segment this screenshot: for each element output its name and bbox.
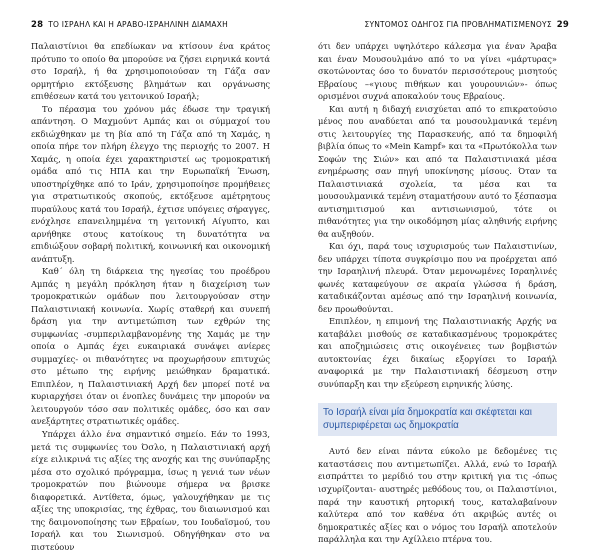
page-number: 29 xyxy=(556,20,569,30)
paragraph: Το πέρασμα του χρόνου μάς έδωσε την τραγική απάντηση. Ο Μαχμούντ Αμπάς και οι σύμμαχοί του εκδιώχθηκαν με τη βία από τη Γάζα από τη Χαμάς, η οποία πήρε τον πλήρη έλεγχο της περιοχής το 2007. Η Χαμάς, η οποία έχει χαρακτηριστεί ως τρομοκρατική ομάδα από τις ΗΠΑ και την Ευρωπαϊκή Ένωση, υποστηρίχθηκε από το Ιράν, χρησιμοποίησε προμήθειες για στρατιωτικούς σκοπούς, εκτόξευσε αμέτρητους πυραύλους κατά του Ισραήλ, έχτισε υπόγειες σήραγγες, ενόχλησε επανειλημμένα τη γειτονική Αίγυπτο, και αρνήθηκε στους κατοίκους τη δυνατότητα να επιδιώξουν σοβαρή πολιτική, κοινωνική και οικονομική ανάπτυξη. xyxy=(31,103,270,264)
paragraph: Υπάρχει άλλο ένα σημαντικό σημείο. Εάν το 1993, μετά τις συμφωνίες του Όσλο, η Παλαιστινιακή αρχή είχε ειλικρινά τις αξίες της ανοχής και της συνύπαρξης μέσα στο σχολικό πρόγραμμα, ίσως η γενιά των νέων τρομοκρατών που βιώνουμε σήμερα να βρισκε διαφορετικά. Αντίθετα, όμως, γαλουχήθηκαν με τις αξίες της υποκρισίας, της έχθρας, του διαιωνισμού και της δαιμονοποίησης των Εβραίων, του Ιουδαϊσμού, του Ισραήλ και του Σιωνισμού. Οδηγήθηκαν στο να πιστεύουν xyxy=(31,428,270,552)
paragraph: ότι δεν υπάρχει υψηλότερο κάλεσμα για έναν Άραβα και έναν Μουσουλμάνο από το να γίνει «μάρτυρας» σκοτώνοντας όσο το δυνατόν περισσότερους μισητούς Εβραίους –«γιους πιθήκων και γουρουνιών»- όπως ορισμένοι συχνά αποκαλούν τους Εβραίους. xyxy=(318,41,557,102)
paragraph: Και αυτή η διδαχή ενισχύεται από το επικρατούσιο μένος που αναδύεται από τα μουσουλμανικά τεμένη στις λειτουργίες της Παρασκευής, από τα δημοφιλή βιβλία όπως το «Mein Kampf» και τα «Πρωτόκολλα των Σοφών της Σιών» και από τα Παλαιστινιακά μέσα ενημέρωσης σαν πηγή υποκίνησης μίσους. Όταν τα Παλαιστινιακά σχολεία, τα μέσα και τα μουσουλμανικά τεμένη σταματήσουν αυτό το ξέσπασμα αντισημιτισμού και αντισιωνισμού, τότε οι πιθανότητες για την οικοδόμηση μίας αληθινής ειρήνης θα αυξηθούν. xyxy=(318,103,557,239)
right-page-body xyxy=(318,40,557,546)
running-title: ΤΟ ΙΣΡΑΗΛ ΚΑΙ Η ΑΡΑΒΟ-ΙΣΡΑΗΛΙΝΗ ΔΙΑΜΑΧΗ xyxy=(48,20,228,29)
left-page xyxy=(0,0,300,552)
paragraph: Και όχι, παρά τους ισχυρισμούς των Παλαιστινίων, δεν υπάρχει τίποτα συγκρίσιμο που να προέρχεται από την Ισραηλινή πλευρά. Όταν μεμονωμένες Ισραηλινές φωνές καταφεύγουν σε ακραία γλώσσα ή δράση, καταδικάζονται αμέσως από την Ισραηλινή κοινωνία, δεν προωθούνται. xyxy=(318,241,557,314)
page-number: 28 xyxy=(31,20,44,30)
paragraph: Παλαιστίνιοι θα επεδίωκαν να κτίσουν ένα κράτος πρότυπο το οποίο θα μπορούσε να ζήσει ειρηνικά κοντά στο Ισραήλ, ή θα χρησιμοποιούσαν τη Γάζα σαν ορμητήριο εκτόξευσης βλημάτων και οργάνωσης επιθέσεων κατά του γειτονικού Ισραήλ; xyxy=(31,41,270,102)
right-page-header xyxy=(365,20,570,30)
paragraph: Αυτό δεν είναι πάντα εύκολο με δεδομένες τις καταστάσεις που αντιμετωπίζει. Αλλά, ενώ το Ισραήλ εισπράττει το μερίδιό του στην κριτική για τις -όπως ισχυρίζονται- αυστηρές μεθόδους του, οι Παλαιστίνιοι, παρά την καυστική ρητορική τους, καταλαβαίνουν καλύτερα από τον καθένα ότι ακριβώς αυτές οι δημοκρατικές αξίες και ο νόμος του Ισραήλ αποτελούν παράλληλα και την Αχίλλειο πτέρνα του. xyxy=(318,446,557,545)
running-title: ΣΥΝΤΟΜΟΣ ΟΔΗΓΟΣ ΓΙΑ ΠΡΟΒΛΗΜΑΤΙΣΜΕΝΟΥΣ xyxy=(364,20,552,29)
section-heading: Το Ισραήλ είναι μία δημοκρατία και σκέφτεται και συμπεριφέρεται ως δημοκρατία xyxy=(318,403,557,436)
right-page xyxy=(300,0,600,545)
left-page-body xyxy=(31,40,270,553)
left-page-header xyxy=(31,20,228,30)
paragraph: Επιπλέον, η επιμονή της Παλαιστινιακής Αρχής να καταβάλει μισθούς σε καταδικασμένους τρομοκράτες και αποζημιώσεις στις οικογένειες των βομβιστών αυτοκτονίας έχει δικαίως εξοργίσει το Ισραήλ αναφορικά με την Παλαιστινιακή δέσμευση στην συνύπαρξη και την εξεύρεση ειρηνικής λύσης. xyxy=(318,316,557,389)
paragraph: Καθ΄ όλη τη διάρκεια της ηγεσίας του προέδρου Αμπάς η μεγάλη πρόκληση ήταν η διαχείριση των τρομοκρατικών ομάδων που λειτουργούσαν στην Παλαιστινιακή κοινωνία. Χωρίς σταθερή και συνεπή δράση για την αντιμετώπιση των εχθρών της συμφωνίας -συμπεριλαμβανομένης της Χαμάς με την οποία ο Αμπάς έχει ευκαιριακά συνάψει ανίερες συμμαχίες- οι πιθανότητες να προχωρήσουν επιτυχώς στο μέτωπο της ειρήνης μειώθηκαν δραματικά. Επιπλέον, η Παλαιστινιακή Αρχή δεν μπορεί ποτέ να κυριαρχήσει όταν οι ένοπλες δυνάμεις την μπορούν να λειτουργούν τόσο σαν πολιτικές ομάδες, όσο και σαν ανεξάρτητες στρατιωτικές ομάδες. xyxy=(31,266,270,427)
